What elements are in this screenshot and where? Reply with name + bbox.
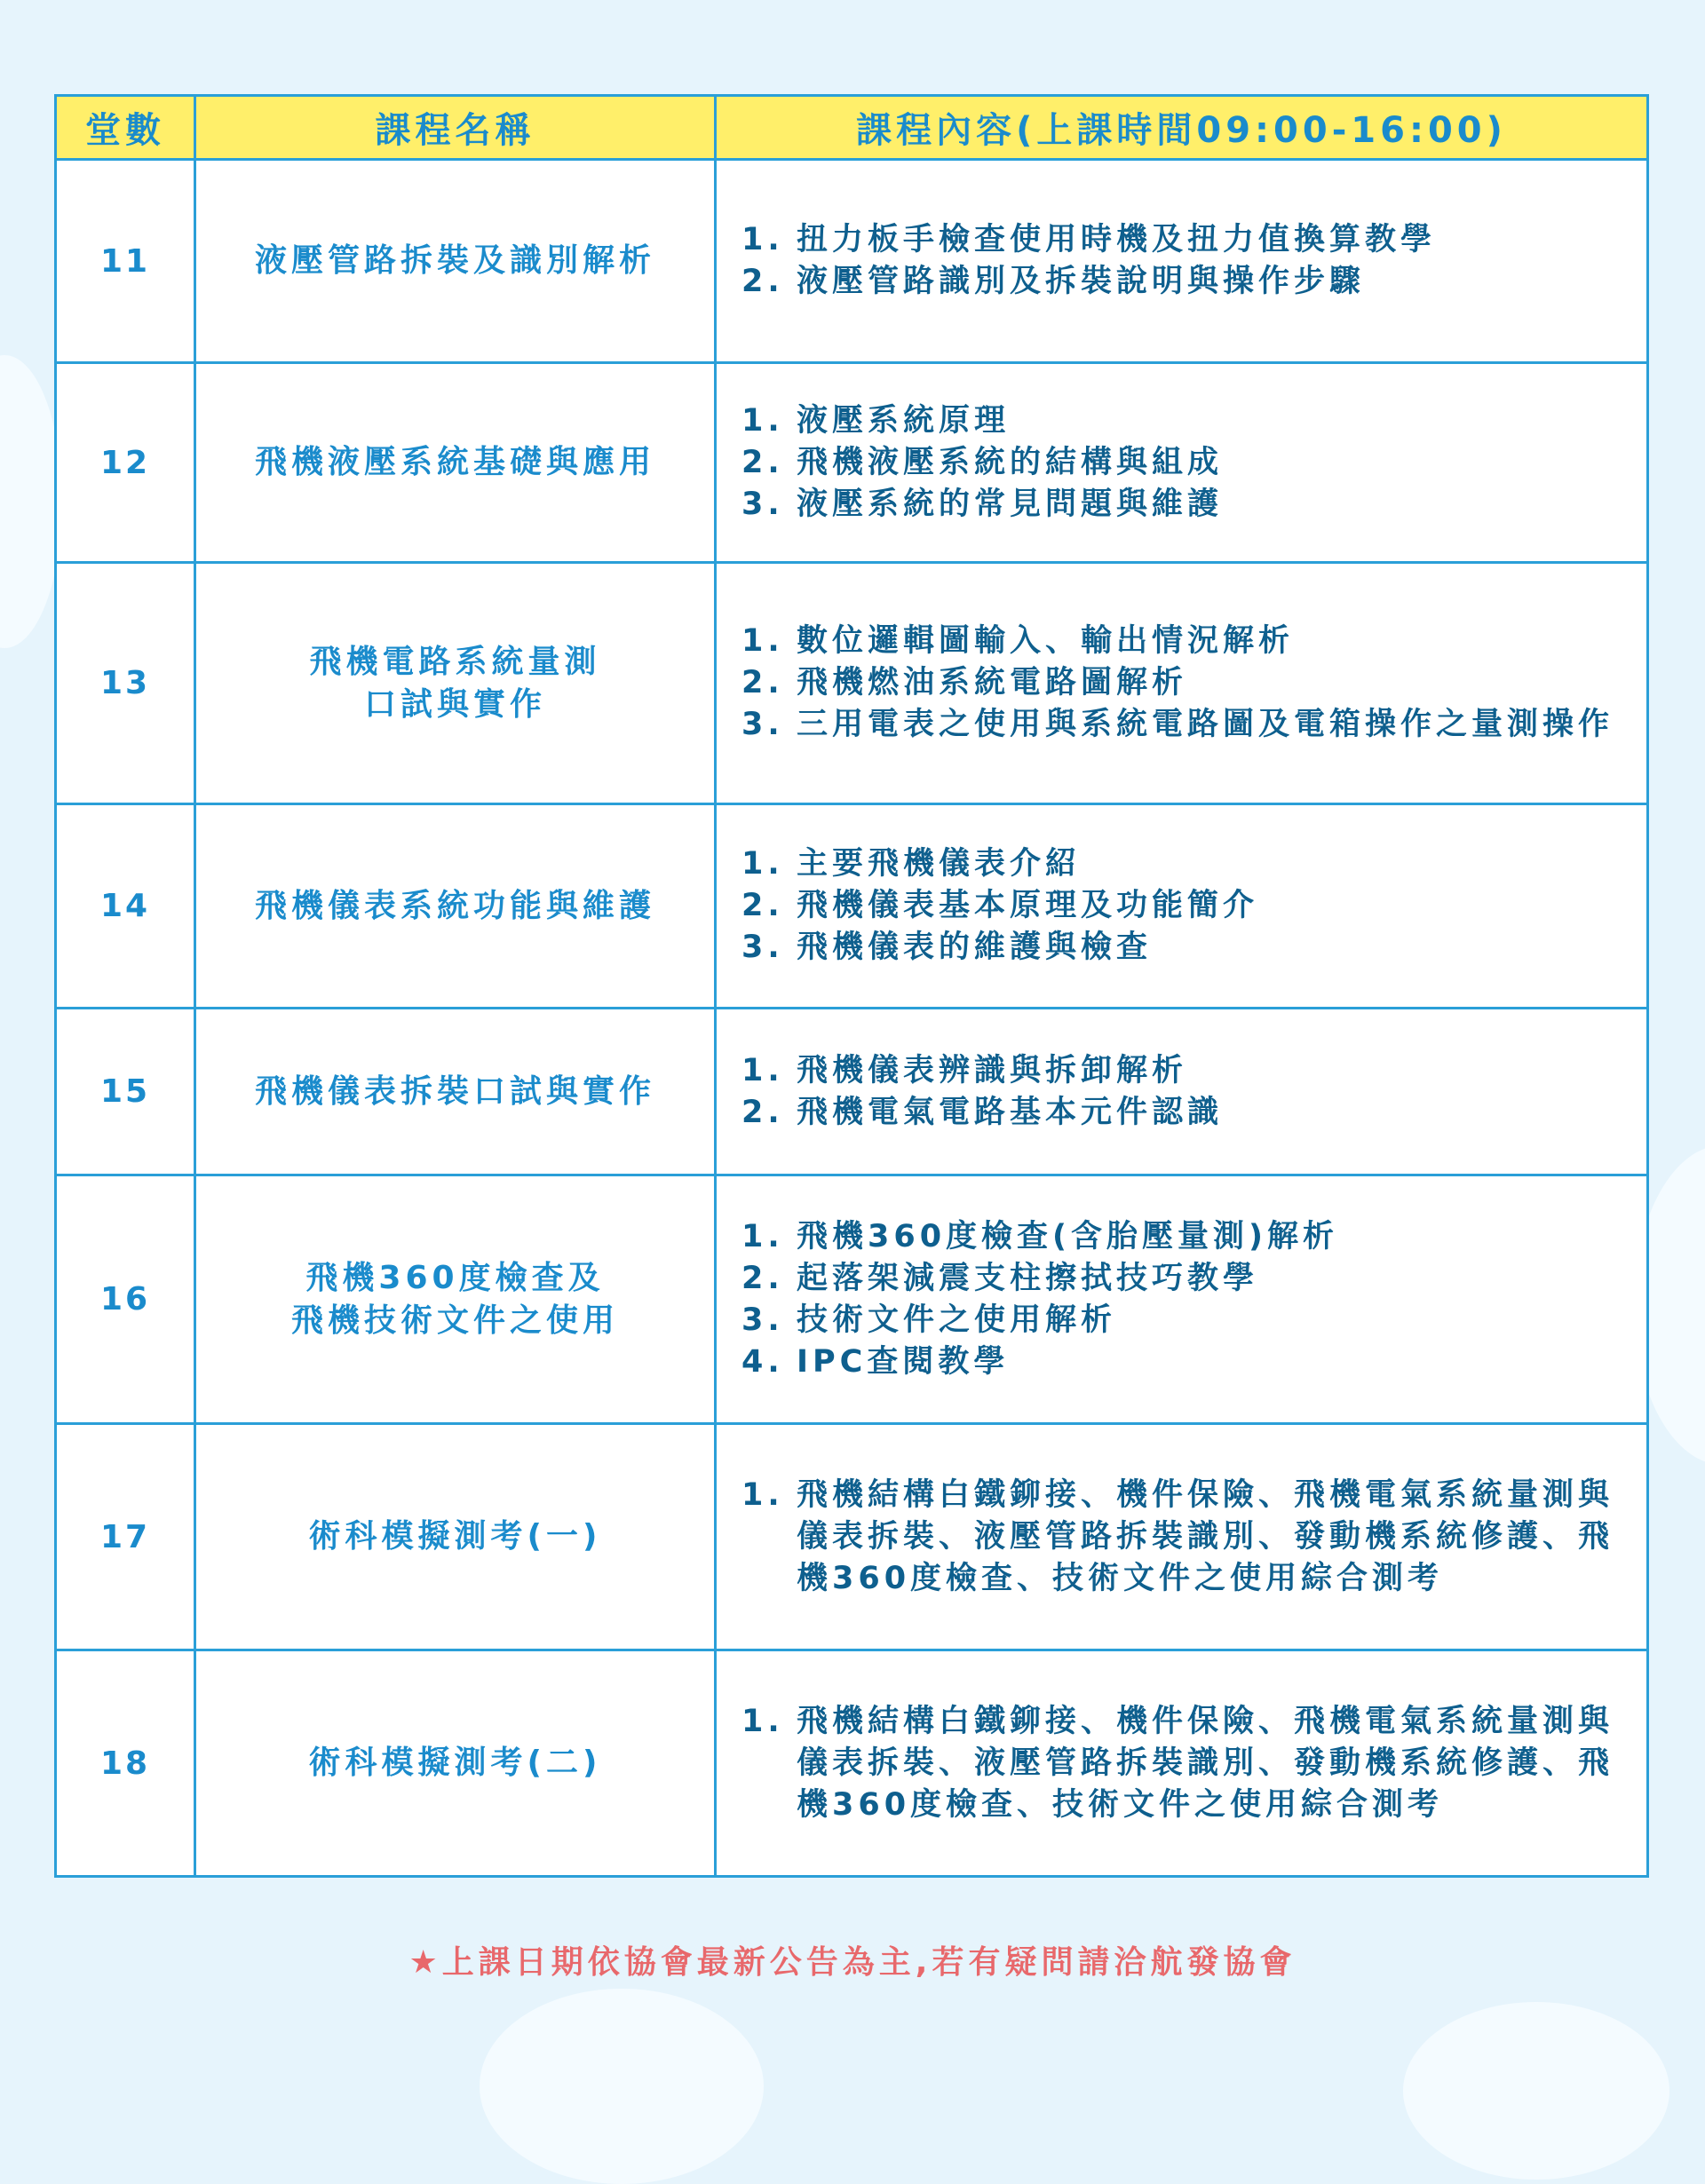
table-row (56, 1424, 1648, 1650)
content-item-number: 1. (741, 1052, 784, 1088)
content-item (741, 1050, 1629, 1092)
course-name-line: 飛機儀表系統功能與維護 (254, 887, 655, 924)
content-item-text: 液壓管路識別及拆裝說明與操作步驟 (797, 264, 1366, 299)
content-item-number: 2. (741, 1094, 784, 1130)
session-number: 12 (56, 363, 195, 563)
course-name (195, 1175, 716, 1424)
content-item (741, 442, 1629, 484)
content-item (741, 1092, 1629, 1134)
cloud-decoration (480, 1989, 764, 2184)
content-item-number: 1. (741, 623, 784, 659)
content-item-text: 飛機電氣電路基本元件認識 (797, 1094, 1224, 1130)
content-item (741, 885, 1629, 927)
content-item-text: 飛機燃油系統電路圖解析 (797, 665, 1188, 700)
content-item-text: 主要飛機儀表介紹 (797, 846, 1082, 882)
course-name-line: 飛機儀表拆裝口試與實作 (254, 1072, 655, 1110)
course-content (716, 563, 1648, 804)
table-header-row (56, 96, 1648, 160)
session-number: 15 (56, 1009, 195, 1175)
session-number: 13 (56, 563, 195, 804)
content-item-number: 3. (741, 707, 784, 742)
content-item-text: 數位邏輯圖輸入、輸出情況解析 (797, 623, 1295, 659)
content-item (741, 1300, 1629, 1341)
cloud-decoration (0, 355, 62, 648)
content-item (741, 219, 1629, 261)
content-item-text: IPC查閱教學 (797, 1343, 1010, 1380)
content-item-text: 起落架減震支柱擦拭技巧教學 (797, 1260, 1259, 1296)
course-name (195, 1424, 716, 1650)
content-item-number: 1. (741, 1218, 784, 1254)
content-item (741, 1341, 1629, 1383)
content-item-text: 液壓系統的常見問題與維護 (797, 486, 1224, 522)
table-row (56, 1650, 1648, 1877)
course-schedule-table (54, 94, 1649, 1878)
content-item-number: 1. (741, 1476, 784, 1513)
content-item (741, 261, 1629, 303)
content-item-number: 1. (741, 402, 784, 439)
content-item-text: 飛機結構白鐵鉚接、機件保險、飛機電氣系統量測與儀表拆裝、液壓管路拆裝識別、發動機系統修護、飛機360度檢查、技術文件之使用綜合測考 (797, 1703, 1614, 1823)
content-item-number: 2. (741, 665, 784, 700)
course-content (716, 1175, 1648, 1424)
course-name-line: 飛機技術文件之使用 (290, 1302, 619, 1339)
course-name-line: 飛機360度檢查及 (305, 1259, 605, 1296)
content-item (741, 662, 1629, 704)
session-number: 18 (56, 1650, 195, 1877)
content-item-number: 1. (741, 1703, 784, 1739)
course-name (195, 563, 716, 804)
course-name-line: 口試與實作 (363, 685, 546, 723)
content-item-text: 飛機儀表辨識與拆卸解析 (797, 1052, 1188, 1088)
course-content (716, 1650, 1648, 1877)
table-row (56, 363, 1648, 563)
content-item (741, 1475, 1629, 1600)
content-item (741, 1216, 1629, 1258)
content-item-number: 4. (741, 1343, 784, 1380)
content-item-number: 3. (741, 1302, 784, 1338)
content-item (741, 1258, 1629, 1300)
content-item-text: 技術文件之使用解析 (797, 1302, 1117, 1338)
table-row (56, 563, 1648, 804)
content-item-number: 2. (741, 444, 784, 480)
content-item-number: 2. (741, 264, 784, 299)
content-item (741, 927, 1629, 969)
session-number: 16 (56, 1175, 195, 1424)
course-name (195, 160, 716, 363)
content-item-text: 液壓系統原理 (797, 402, 1011, 439)
course-name-line: 液壓管路拆裝及識別解析 (254, 242, 655, 279)
content-item-text: 飛機儀表基本原理及功能簡介 (797, 888, 1259, 923)
table-row (56, 160, 1648, 363)
course-name-line: 術科模擬測考(二) (308, 1745, 602, 1781)
course-name-line: 飛機電路系統量測 (309, 643, 601, 680)
content-item-number: 3. (741, 486, 784, 522)
content-item-number: 1. (741, 222, 784, 257)
session-header: 堂數 (56, 96, 195, 160)
content-item (741, 704, 1629, 746)
course-content-header: 課程內容(上課時間09:00-16:00) (716, 96, 1648, 160)
content-item (741, 400, 1629, 442)
course-content (716, 160, 1648, 363)
session-number: 11 (56, 160, 195, 363)
course-content (716, 1424, 1648, 1650)
content-item-text: 三用電表之使用與系統電路圖及電箱操作之量測操作 (797, 707, 1614, 742)
content-item-number: 2. (741, 888, 784, 923)
course-name (195, 363, 716, 563)
course-name (195, 804, 716, 1009)
content-item (741, 484, 1629, 526)
course-content (716, 804, 1648, 1009)
table-body (56, 160, 1648, 1877)
table-row (56, 1009, 1648, 1175)
content-item-text: 飛機結構白鐵鉚接、機件保險、飛機電氣系統量測與儀表拆裝、液壓管路拆裝識別、發動機系統修護、飛機360度檢查、技術文件之使用綜合測考 (797, 1476, 1614, 1596)
footer-note: ★上課日期依協會最新公告為主,若有疑問請洽航發協會 (408, 1944, 1297, 1981)
session-number: 14 (56, 804, 195, 1009)
session-number: 17 (56, 1424, 195, 1650)
content-item-text: 飛機液壓系統的結構與組成 (797, 444, 1224, 480)
cloud-decoration (1403, 2002, 1669, 2180)
course-content (716, 1009, 1648, 1175)
content-item-number: 1. (741, 846, 784, 882)
content-item (741, 843, 1629, 885)
content-item-number: 2. (741, 1260, 784, 1296)
course-name-header: 課程名稱 (195, 96, 716, 160)
course-name-line: 術科模擬測考(一) (308, 1518, 602, 1555)
content-item (741, 621, 1629, 662)
course-content (716, 363, 1648, 563)
content-item-number: 3. (741, 930, 784, 965)
content-item-text: 飛機360度檢查(含胎壓量測)解析 (797, 1218, 1339, 1254)
course-name (195, 1650, 716, 1877)
course-name-line: 飛機液壓系統基礎與應用 (254, 444, 655, 480)
course-name (195, 1009, 716, 1175)
content-item-text: 扭力板手檢查使用時機及扭力值換算教學 (797, 222, 1437, 257)
table-row (56, 1175, 1648, 1424)
content-item-text: 飛機儀表的維護與檢查 (797, 930, 1153, 965)
content-item (741, 1701, 1629, 1826)
table-row (56, 804, 1648, 1009)
